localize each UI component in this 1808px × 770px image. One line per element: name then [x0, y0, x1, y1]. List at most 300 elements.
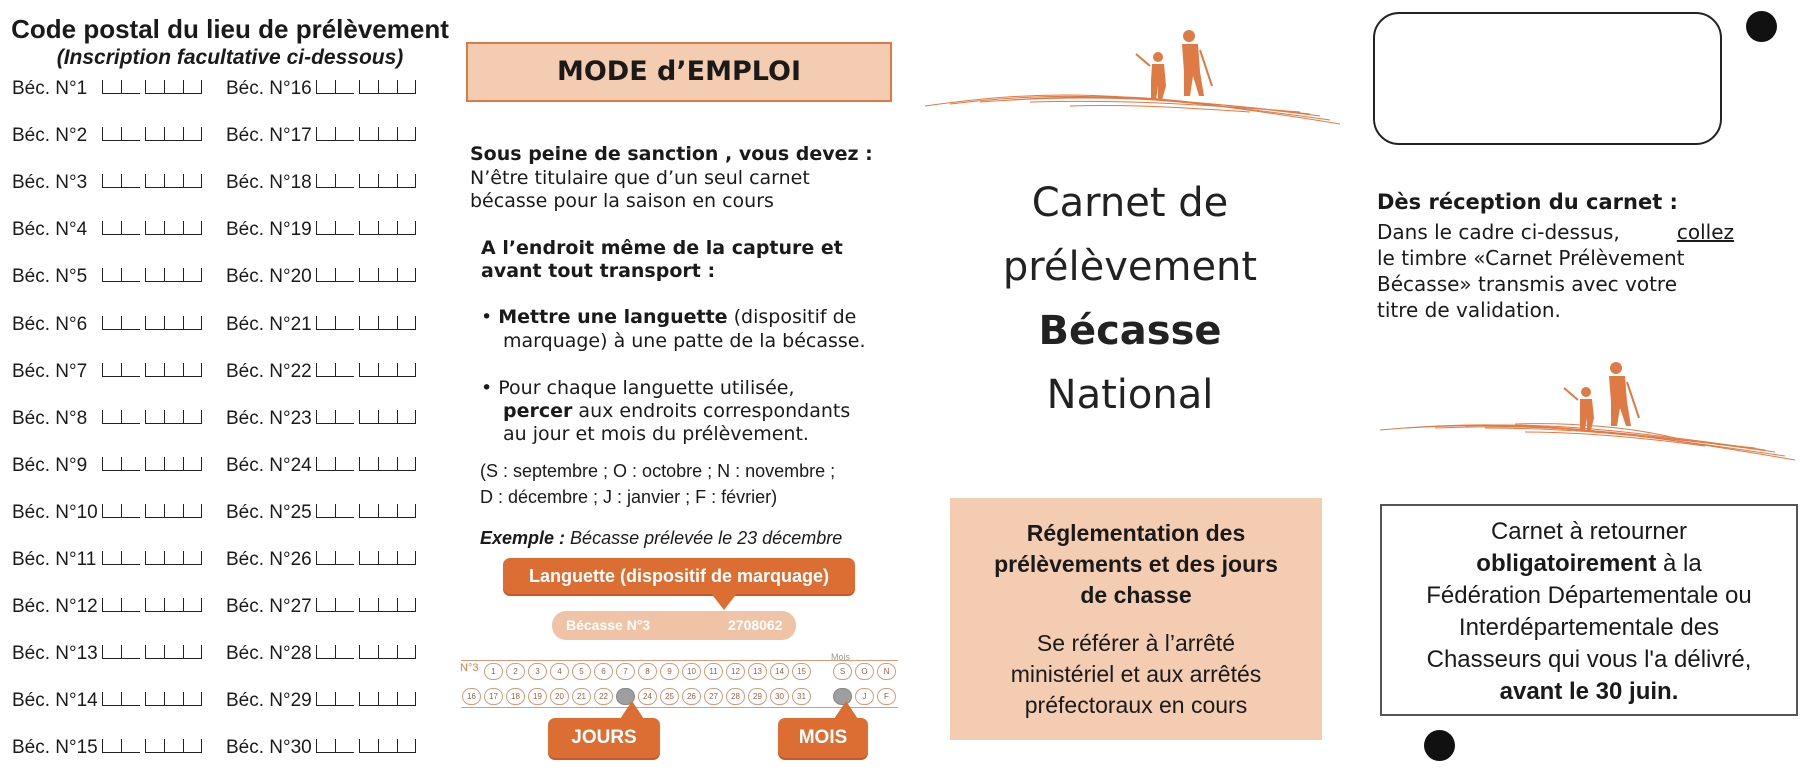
postal-digit-box[interactable]	[164, 692, 183, 706]
postal-digit-box[interactable]	[359, 316, 378, 330]
bullet-2-rest: aux endroits correspondants	[572, 400, 851, 422]
postal-digit-box[interactable]	[102, 504, 121, 518]
postal-digit-box[interactable]	[335, 598, 354, 612]
postal-digit-box[interactable]	[397, 739, 416, 753]
postal-digit-box[interactable]	[145, 221, 164, 235]
punch-pill: 5	[572, 663, 591, 680]
postal-digit-box[interactable]	[102, 127, 121, 141]
punch-pill: 8	[638, 663, 657, 680]
postal-code-boxes[interactable]	[102, 594, 202, 614]
sanction-line-2: bécasse pour la saison en cours	[470, 190, 774, 212]
postal-digit-box[interactable]	[397, 692, 416, 706]
postal-digit-box[interactable]	[316, 692, 335, 706]
reception-line-1-u: collez	[1676, 220, 1734, 244]
tag-number: 2708062	[728, 617, 783, 633]
punch-pill: 11	[704, 663, 723, 680]
regulation-title	[950, 518, 1322, 611]
postal-digit-box[interactable]	[335, 410, 354, 424]
postal-digit-box[interactable]	[121, 268, 140, 282]
postal-digit-box[interactable]	[164, 598, 183, 612]
postal-digit-box[interactable]	[335, 645, 354, 659]
punch-pill: 16	[462, 688, 481, 705]
postal-digit-box[interactable]	[102, 410, 121, 424]
becasse-label-left: Béc. N°6	[12, 314, 88, 335]
sanction-line-1: N’être titulaire que d’un seul carnet	[470, 167, 810, 189]
postal-code-boxes[interactable]	[102, 641, 202, 661]
hole-dot-bottom	[1424, 730, 1455, 761]
postal-code-boxes[interactable]	[102, 547, 202, 567]
punch-pill: 10	[682, 663, 701, 680]
postal-digit-box[interactable]	[359, 645, 378, 659]
postal-digit-box[interactable]	[397, 221, 416, 235]
postal-digit-box[interactable]	[359, 457, 378, 471]
bullet-1-bold: Mettre une languette	[498, 306, 728, 328]
punch-pill: J	[855, 688, 874, 705]
postal-digit-box[interactable]	[378, 739, 397, 753]
postal-digit-box[interactable]	[397, 80, 416, 94]
postal-digit-box[interactable]	[145, 316, 164, 330]
postal-digit-box[interactable]	[183, 551, 202, 565]
punch-pill: 4	[550, 663, 569, 680]
postal-digit-box[interactable]	[164, 268, 183, 282]
postal-digit-box[interactable]	[183, 268, 202, 282]
postal-digit-box[interactable]	[164, 80, 183, 94]
return-line-5: Chasseurs qui vous l'a délivré,	[1426, 646, 1752, 673]
postal-digit-box[interactable]	[102, 174, 121, 188]
postal-digit-box[interactable]	[164, 221, 183, 235]
postal-digit-box[interactable]	[183, 598, 202, 612]
postal-digit-box[interactable]	[316, 174, 335, 188]
becasse-label-right: Béc. N°27	[226, 596, 312, 617]
postal-digit-box[interactable]	[121, 363, 140, 377]
postal-digit-box[interactable]	[183, 363, 202, 377]
punch-pill: 29	[748, 688, 767, 705]
regulation-text	[950, 628, 1322, 721]
postal-digit-box[interactable]	[121, 127, 140, 141]
postal-digit-box[interactable]	[102, 268, 121, 282]
postal-digit-box[interactable]	[145, 268, 164, 282]
punch-pill: 2	[506, 663, 525, 680]
postal-digit-box[interactable]	[145, 692, 164, 706]
postal-digit-box[interactable]	[316, 221, 335, 235]
months-legend-2: D : décembre ; J : janvier ; F : février)	[480, 487, 778, 507]
postal-digit-box[interactable]	[378, 692, 397, 706]
postal-digit-box[interactable]	[378, 221, 397, 235]
postal-digit-box[interactable]	[121, 457, 140, 471]
postal-digit-box[interactable]	[397, 504, 416, 518]
postal-digit-box[interactable]	[397, 268, 416, 282]
postal-digit-box[interactable]	[164, 363, 183, 377]
punch-pill: 20	[550, 688, 569, 705]
postal-digit-box[interactable]	[316, 316, 335, 330]
mois-pointer	[834, 701, 858, 719]
punch-pill: 12	[726, 663, 745, 680]
bullet-dot: •	[481, 377, 499, 399]
return-line-4: Interdépartementale des	[1458, 614, 1720, 641]
postal-digit-box[interactable]	[378, 645, 397, 659]
return-notice-box	[1380, 504, 1798, 716]
postal-digit-box[interactable]	[183, 80, 202, 94]
postal-digit-box[interactable]	[121, 739, 140, 753]
postal-code-boxes[interactable]	[316, 735, 416, 755]
becasse-label-right: Béc. N°24	[226, 455, 312, 476]
postal-digit-box[interactable]	[378, 268, 397, 282]
postal-digit-box[interactable]	[164, 504, 183, 518]
postal-digit-box[interactable]	[145, 551, 164, 565]
postal-digit-box[interactable]	[121, 410, 140, 424]
becasse-label-left: Béc. N°4	[12, 219, 88, 240]
postal-code-boxes[interactable]	[102, 312, 202, 332]
becasse-label-right: Béc. N°16	[226, 78, 312, 99]
months-legend-1: (S : septembre ; O : octobre ; N : novembre ;	[480, 461, 836, 481]
postal-digit-box[interactable]	[335, 80, 354, 94]
postal-code-boxes[interactable]	[316, 123, 416, 143]
postal-digit-box[interactable]	[316, 504, 335, 518]
postal-digit-box[interactable]	[316, 598, 335, 612]
postal-code-boxes[interactable]	[316, 688, 416, 708]
postal-digit-box[interactable]	[102, 80, 121, 94]
return-line-2	[1382, 548, 1796, 580]
postal-digit-box[interactable]	[145, 504, 164, 518]
postal-digit-box[interactable]	[359, 174, 378, 188]
bullet-1-line-2: marquage) à une patte de la bécasse.	[503, 330, 866, 352]
languette-callout-pointer	[710, 592, 738, 610]
postal-digit-box[interactable]	[316, 551, 335, 565]
postal-digit-box[interactable]	[378, 410, 397, 424]
reception-text	[1377, 219, 1734, 323]
becasse-label-left: Béc. N°9	[12, 455, 88, 476]
postal-digit-box[interactable]	[145, 410, 164, 424]
postal-digit-box[interactable]	[359, 363, 378, 377]
postal-code-boxes[interactable]	[102, 453, 202, 473]
postal-digit-box[interactable]	[316, 80, 335, 94]
reception-heading: Dès réception du carnet :	[1377, 190, 1678, 214]
postal-digit-box[interactable]	[316, 457, 335, 471]
postal-digit-box[interactable]	[145, 363, 164, 377]
tag-name: Bécasse N°3	[566, 617, 651, 633]
punch-pill: 30	[770, 688, 789, 705]
postal-code-boxes[interactable]	[102, 123, 202, 143]
regulation-title-1: Réglementation des	[1026, 520, 1246, 546]
postal-digit-box[interactable]	[102, 739, 121, 753]
example-text: Bécasse prélevée le 23 décembre	[565, 528, 843, 548]
postal-digit-box[interactable]	[359, 127, 378, 141]
becasse-label-right: Béc. N°26	[226, 549, 312, 570]
postal-code-boxes[interactable]	[316, 500, 416, 520]
postal-digit-box[interactable]	[397, 363, 416, 377]
postal-digit-box[interactable]	[378, 551, 397, 565]
postal-digit-box[interactable]	[335, 268, 354, 282]
postal-digit-box[interactable]	[359, 692, 378, 706]
postal-digit-box[interactable]	[145, 80, 164, 94]
becasse-label-left: Béc. N°11	[12, 549, 97, 570]
postal-digit-box[interactable]	[378, 598, 397, 612]
stamp-frame	[1373, 12, 1722, 145]
postal-digit-box[interactable]	[335, 363, 354, 377]
regulation-title-2: prélèvements et des jours	[994, 551, 1278, 577]
return-line-3: Fédération Départementale ou	[1426, 582, 1752, 609]
postal-digit-box[interactable]	[397, 645, 416, 659]
postal-digit-box[interactable]	[335, 551, 354, 565]
return-line-6: avant le 30 juin.	[1499, 678, 1679, 705]
postal-digit-box[interactable]	[102, 457, 121, 471]
example-label: Exemple :	[480, 528, 566, 548]
postal-digit-box[interactable]	[183, 504, 202, 518]
postal-digit-box[interactable]	[102, 221, 121, 235]
example-line	[480, 528, 842, 549]
postal-code-boxes[interactable]	[102, 500, 202, 520]
postal-digit-box[interactable]	[121, 551, 140, 565]
postal-digit-box[interactable]	[378, 127, 397, 141]
postal-digit-box[interactable]	[183, 410, 202, 424]
postal-digit-box[interactable]	[359, 410, 378, 424]
postal-digit-box[interactable]	[335, 457, 354, 471]
punch-pill: 1	[484, 663, 503, 680]
postal-digit-box[interactable]	[121, 645, 140, 659]
languette-callout: Languette (dispositif de marquage)	[503, 558, 855, 594]
postal-code-title: Code postal du lieu de prélèvement	[11, 14, 449, 44]
hole-dot-top	[1746, 11, 1777, 42]
becasse-label-left: Béc. N°2	[12, 125, 88, 146]
bullet-2-line-1: Pour chaque languette utilisée,	[498, 377, 795, 399]
regulation-title-3: de chasse	[1080, 582, 1192, 608]
postal-digit-box[interactable]	[378, 363, 397, 377]
postal-digit-box[interactable]	[183, 174, 202, 188]
postal-code-boxes[interactable]	[316, 76, 416, 96]
capture-heading-1: A l’endroit même de la capture et	[481, 237, 843, 259]
postal-digit-box[interactable]	[183, 645, 202, 659]
hunters-logo-top	[920, 20, 1340, 132]
punch-pill: 31	[792, 688, 811, 705]
postal-code-boxes[interactable]	[102, 735, 202, 755]
punch-pill: 19	[528, 688, 547, 705]
postal-code-boxes[interactable]	[316, 217, 416, 237]
punch-pill: 26	[682, 688, 701, 705]
postal-code-boxes[interactable]	[102, 406, 202, 426]
postal-digit-box[interactable]	[164, 410, 183, 424]
postal-digit-box[interactable]	[316, 268, 335, 282]
postal-digit-box[interactable]	[164, 174, 183, 188]
capture-heading-2: avant tout transport :	[481, 260, 716, 282]
punch-pill: 22	[594, 688, 613, 705]
postal-code-boxes[interactable]	[102, 76, 202, 96]
bullet-2-bold: percer	[503, 400, 573, 422]
postal-digit-box[interactable]	[121, 692, 140, 706]
postal-digit-box[interactable]	[397, 598, 416, 612]
postal-digit-box[interactable]	[164, 739, 183, 753]
tag-example	[552, 611, 796, 640]
becasse-label-right: Béc. N°23	[226, 408, 312, 429]
postal-digit-box[interactable]	[145, 739, 164, 753]
postal-digit-box[interactable]	[335, 504, 354, 518]
bullet-2-line-3: au jour et mois du prélèvement.	[503, 423, 809, 445]
hunters-logo-bottom	[1375, 358, 1795, 470]
punch-pill: N	[877, 663, 896, 680]
postal-digit-box[interactable]	[378, 457, 397, 471]
punch-pill: S	[833, 663, 852, 680]
cover-title-line-2: prélèvement	[1002, 244, 1258, 290]
punch-pill: F	[877, 688, 896, 705]
return-line-2-rest: à la	[1656, 550, 1702, 577]
postal-digit-box[interactable]	[183, 739, 202, 753]
postal-digit-box[interactable]	[316, 363, 335, 377]
reception-line-4: titre de validation.	[1377, 298, 1561, 322]
postal-digit-box[interactable]	[164, 645, 183, 659]
reception-line-2: le timbre «Carnet Prélèvement	[1377, 246, 1685, 270]
postal-code-boxes[interactable]	[102, 217, 202, 237]
postal-digit-box[interactable]	[335, 174, 354, 188]
postal-digit-box[interactable]	[145, 127, 164, 141]
postal-digit-box[interactable]	[164, 127, 183, 141]
becasse-label-left: Béc. N°7	[12, 361, 88, 382]
cover-title-line-3: Bécasse	[1038, 308, 1222, 354]
postal-digit-box[interactable]	[145, 645, 164, 659]
punch-pill: 14	[770, 663, 789, 680]
punch-pill: 25	[660, 688, 679, 705]
becasse-label-left: Béc. N°15	[12, 737, 98, 758]
postal-digit-box[interactable]	[102, 598, 121, 612]
postal-digit-box[interactable]	[359, 80, 378, 94]
postal-digit-box[interactable]	[316, 645, 335, 659]
postal-code-boxes[interactable]	[316, 406, 416, 426]
postal-digit-box[interactable]	[397, 410, 416, 424]
sanction-heading: Sous peine de sanction , vous devez :	[470, 143, 873, 165]
postal-code-boxes[interactable]	[316, 312, 416, 332]
becasse-label-left: Béc. N°13	[12, 643, 98, 664]
postal-digit-box[interactable]	[145, 457, 164, 471]
becasse-label-left: Béc. N°10	[12, 502, 98, 523]
cover-title-line-1: Carnet de	[1031, 180, 1229, 226]
postal-digit-box[interactable]	[102, 551, 121, 565]
postal-digit-box[interactable]	[102, 692, 121, 706]
postal-digit-box[interactable]	[359, 268, 378, 282]
becasse-label-right: Béc. N°17	[226, 125, 312, 146]
postal-code-boxes[interactable]	[316, 547, 416, 567]
becasse-label-left: Béc. N°12	[12, 596, 98, 617]
postal-digit-box[interactable]	[121, 598, 140, 612]
postal-digit-box[interactable]	[183, 127, 202, 141]
postal-code-boxes[interactable]	[316, 453, 416, 473]
becasse-label-right: Béc. N°22	[226, 361, 312, 382]
becasse-label-left: Béc. N°14	[12, 690, 98, 711]
postal-digit-box[interactable]	[121, 504, 140, 518]
postal-digit-box[interactable]	[102, 363, 121, 377]
postal-digit-box[interactable]	[164, 551, 183, 565]
postal-digit-box[interactable]	[335, 221, 354, 235]
becasse-label-left: Béc. N°5	[12, 266, 88, 287]
bullet-2	[481, 377, 795, 400]
becasse-label-left: Béc. N°8	[12, 408, 88, 429]
postal-digit-box[interactable]	[121, 221, 140, 235]
postal-code-boxes[interactable]	[316, 594, 416, 614]
punch-pill: 17	[484, 688, 503, 705]
postal-code-boxes[interactable]	[102, 170, 202, 190]
punch-pill: 18	[506, 688, 525, 705]
becasse-label-right: Béc. N°29	[226, 690, 312, 711]
postal-digit-box[interactable]	[378, 80, 397, 94]
postal-digit-box[interactable]	[397, 316, 416, 330]
postal-digit-box[interactable]	[183, 316, 202, 330]
postal-digit-box[interactable]	[183, 692, 202, 706]
regulation-box	[950, 498, 1322, 740]
postal-code-boxes[interactable]	[316, 359, 416, 379]
becasse-label-right: Béc. N°19	[226, 219, 312, 240]
postal-digit-box[interactable]	[316, 127, 335, 141]
postal-digit-box[interactable]	[378, 316, 397, 330]
postal-digit-box[interactable]	[397, 457, 416, 471]
jours-pointer	[620, 701, 644, 719]
postal-code-boxes[interactable]	[316, 170, 416, 190]
postal-digit-box[interactable]	[359, 551, 378, 565]
postal-digit-box[interactable]	[335, 127, 354, 141]
becasse-label-right: Béc. N°28	[226, 643, 312, 664]
postal-code-boxes[interactable]	[102, 688, 202, 708]
postal-digit-box[interactable]	[359, 598, 378, 612]
postal-digit-box[interactable]	[397, 551, 416, 565]
postal-digit-box[interactable]	[359, 739, 378, 753]
punch-pill: 28	[726, 688, 745, 705]
punch-pill: 7	[616, 663, 635, 680]
postal-digit-box[interactable]	[145, 598, 164, 612]
postal-digit-box[interactable]	[335, 316, 354, 330]
jours-callout: JOURS	[548, 718, 660, 758]
postal-code-boxes[interactable]	[316, 641, 416, 661]
bullet-1-rest: (dispositif de	[727, 306, 857, 328]
bullet-2-line-2	[503, 400, 850, 423]
becasse-label-right: Béc. N°25	[226, 502, 312, 523]
postal-digit-box[interactable]	[316, 410, 335, 424]
reception-line-1	[1377, 219, 1734, 245]
postal-digit-box[interactable]	[397, 127, 416, 141]
postal-digit-box[interactable]	[378, 504, 397, 518]
punch-pill: 13	[748, 663, 767, 680]
postal-digit-box[interactable]	[359, 221, 378, 235]
postal-digit-box[interactable]	[145, 174, 164, 188]
postal-code-boxes[interactable]	[102, 264, 202, 284]
postal-digit-box[interactable]	[164, 316, 183, 330]
postal-digit-box[interactable]	[102, 316, 121, 330]
postal-code-subtitle: (Inscription facultative ci-dessous)	[56, 46, 404, 69]
punch-pill: 15	[792, 663, 811, 680]
postal-digit-box[interactable]	[121, 80, 140, 94]
postal-digit-box[interactable]	[183, 221, 202, 235]
postal-digit-box[interactable]	[335, 739, 354, 753]
becasse-label-right: Béc. N°18	[226, 172, 312, 193]
postal-digit-box[interactable]	[121, 174, 140, 188]
punch-pill: 27	[704, 688, 723, 705]
regulation-text-2: ministériel et aux arrêtés	[1010, 661, 1262, 687]
postal-digit-box[interactable]	[359, 504, 378, 518]
becasse-label-right: Béc. N°21	[226, 314, 312, 335]
punch-pill: 6	[594, 663, 613, 680]
postal-digit-box[interactable]	[183, 457, 202, 471]
regulation-text-1: Se référer à l’arrêté	[1036, 630, 1236, 656]
postal-code-boxes[interactable]	[102, 359, 202, 379]
postal-digit-box[interactable]	[121, 316, 140, 330]
reception-line-3: Bécasse» transmis avec votre	[1377, 272, 1677, 296]
postal-digit-box[interactable]	[335, 692, 354, 706]
postal-digit-box[interactable]	[164, 457, 183, 471]
postal-code-boxes[interactable]	[316, 264, 416, 284]
becasse-label-right: Béc. N°20	[226, 266, 312, 287]
postal-digit-box[interactable]	[378, 174, 397, 188]
row-label: N°3	[460, 662, 479, 674]
becasse-label-right: Béc. N°30	[226, 737, 312, 758]
postal-digit-box[interactable]	[316, 739, 335, 753]
postal-digit-box[interactable]	[397, 174, 416, 188]
punch-pill: 24	[638, 688, 657, 705]
postal-digit-box[interactable]	[102, 645, 121, 659]
